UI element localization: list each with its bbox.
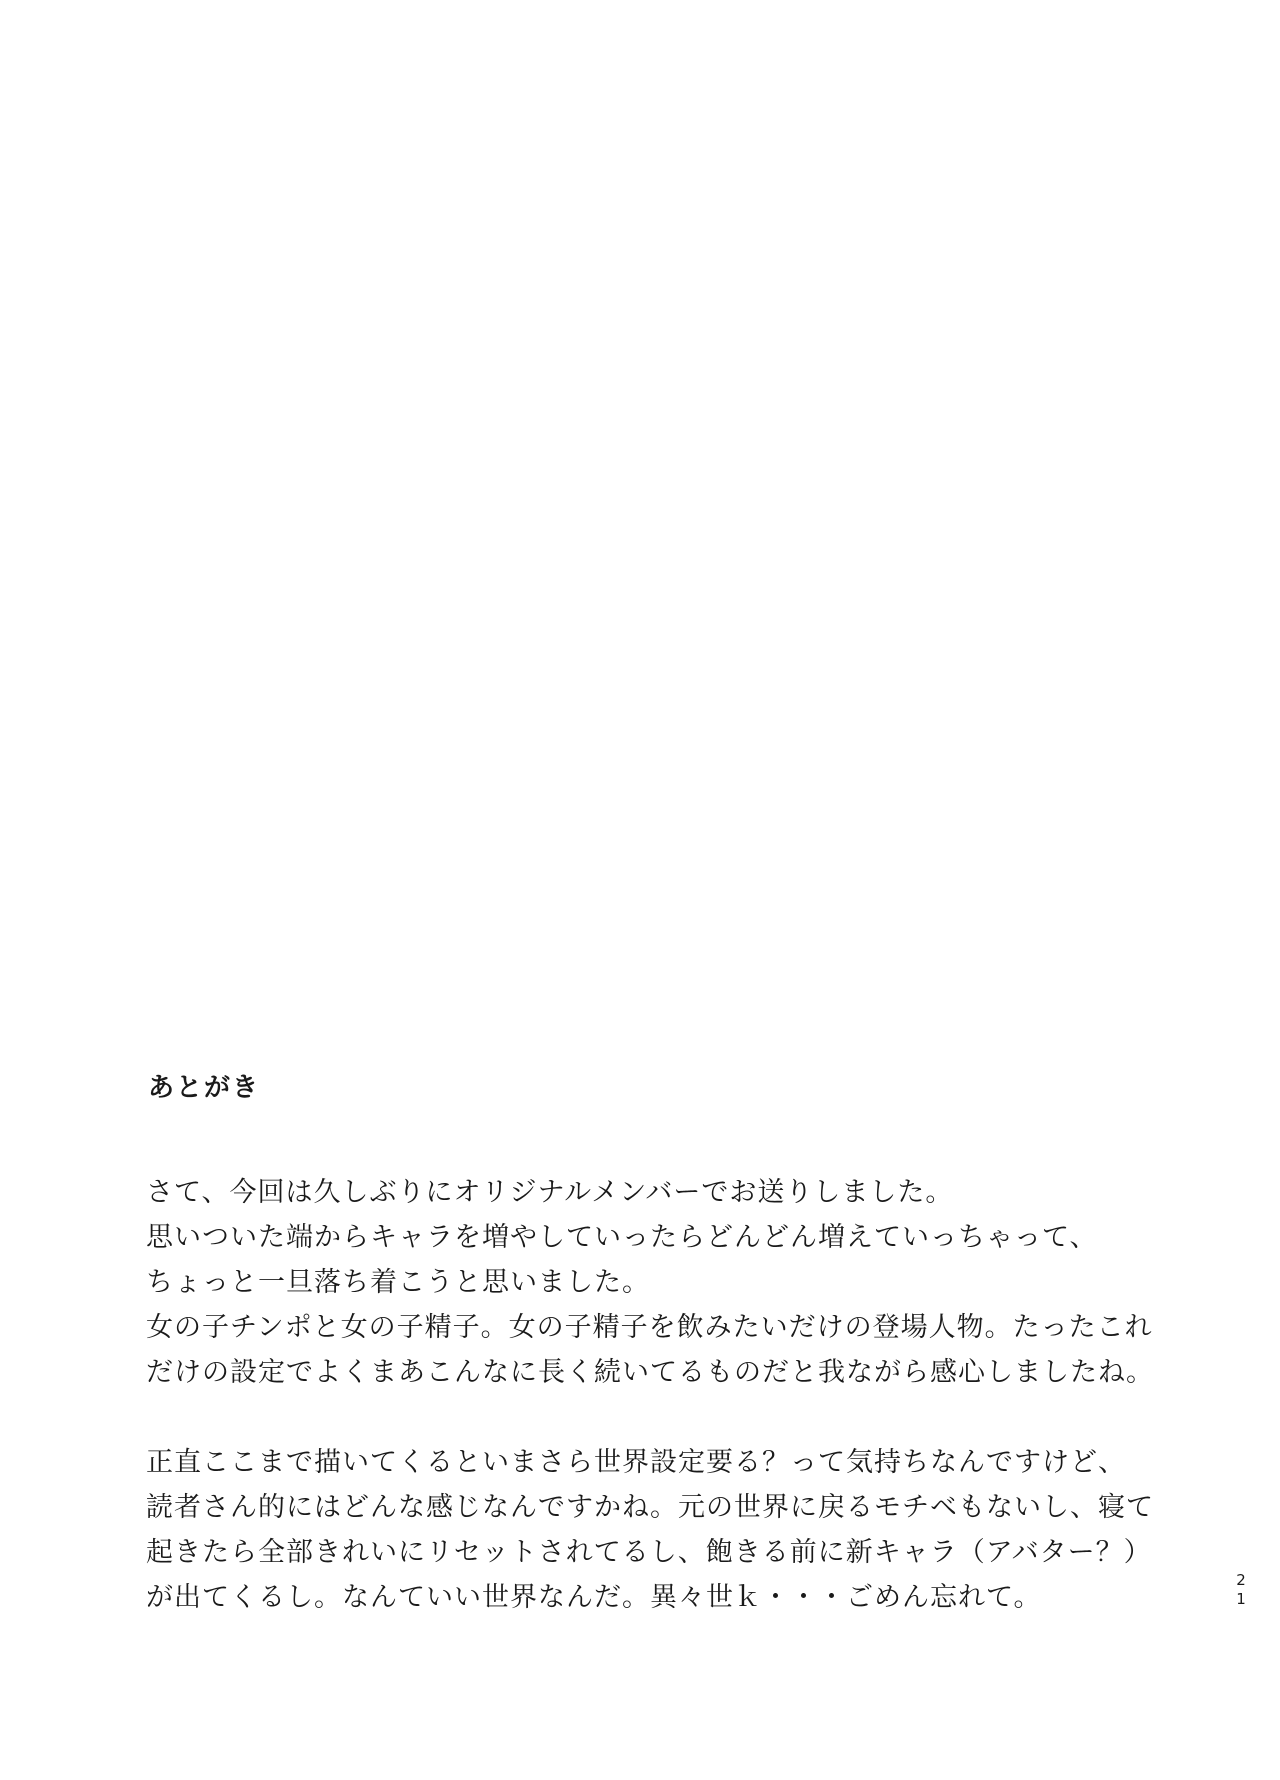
text-line: ちょっと一旦落ち着こうと思いました。 — [146, 1267, 650, 1298]
text-line: 読者さん的にはどんな感じなんですかね。元の世界に戻るモチベもないし、寝て — [146, 1492, 1154, 1523]
text-line: だけの設定でよくまあこんなに長く続いてるものだと我ながら感心しましたね。 — [146, 1357, 1154, 1388]
afterword-body — [146, 1170, 1186, 1620]
afterword-heading: あとがき — [148, 1073, 261, 1103]
paragraph — [146, 1170, 1186, 1395]
text-line: さて、今回は久しぶりにオリジナルメンバーでお送りしました。 — [146, 1177, 954, 1208]
text-line: 正直ここまで描いてくるといまさら世界設定要る？って気持ちなんですけど、 — [146, 1447, 1126, 1478]
text-line: 女の子チンポと女の子精子。女の子精子を飲みたいだけの登場人物。たったこれ — [146, 1312, 1153, 1343]
text-line: が出てくるし。なんていい世界なんだ。異々世ｋ・・・ごめん忘れて。 — [146, 1582, 1042, 1613]
page-number: 2 1 — [1236, 1571, 1246, 1608]
text-line: 思いついた端からキャラを増やしていったらどんどん増えていっちゃって、 — [146, 1222, 1098, 1253]
paragraph — [146, 1440, 1186, 1620]
text-line: 起きたら全部きれいにリセットされてるし、飽きる前に新キャラ（アバター？） — [146, 1537, 1152, 1568]
